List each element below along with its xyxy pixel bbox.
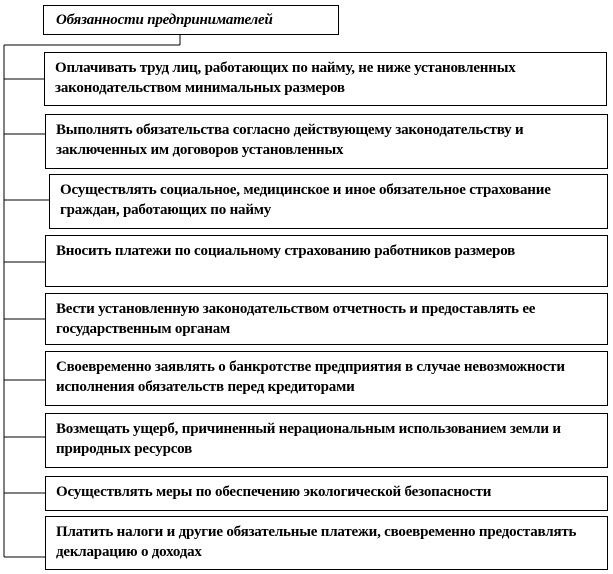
diagram-title: Обязанности предпринимателей <box>43 5 339 35</box>
duty-item-8: Осуществлять меры по обеспечению экологической безопасности <box>45 476 608 511</box>
duty-item-7: Возмещать ущерб, причиненный нерациональным использованием земли и природных ресурсов <box>45 413 608 468</box>
duty-item-3: Осуществлять социальное, медицинское и иное обязательное страхование граждан, работающих по найму <box>49 174 608 229</box>
duty-item-5: Вести установленную законодательством отчетность и предоставлять ее государственным органам <box>45 293 608 345</box>
duty-item-2: Выполнять обязательства согласно действующему законодательству и заключенных им договоров установленных <box>45 114 608 169</box>
duty-item-9: Платить налоги и другие обязательные платежи, своевременно предоставлять декларацию о доходах <box>45 516 608 570</box>
duty-item-4: Вносить платежи по социальному страхованию работников размеров <box>45 235 608 287</box>
duty-item-6: Своевременно заявлять о банкротстве предприятия в случае невозможности исполнения обязательств перед кредиторами <box>45 351 608 406</box>
duty-item-1: Оплачивать труд лиц, работающих по найму, не ниже установленных законодательством минимальных размеров <box>44 52 607 106</box>
